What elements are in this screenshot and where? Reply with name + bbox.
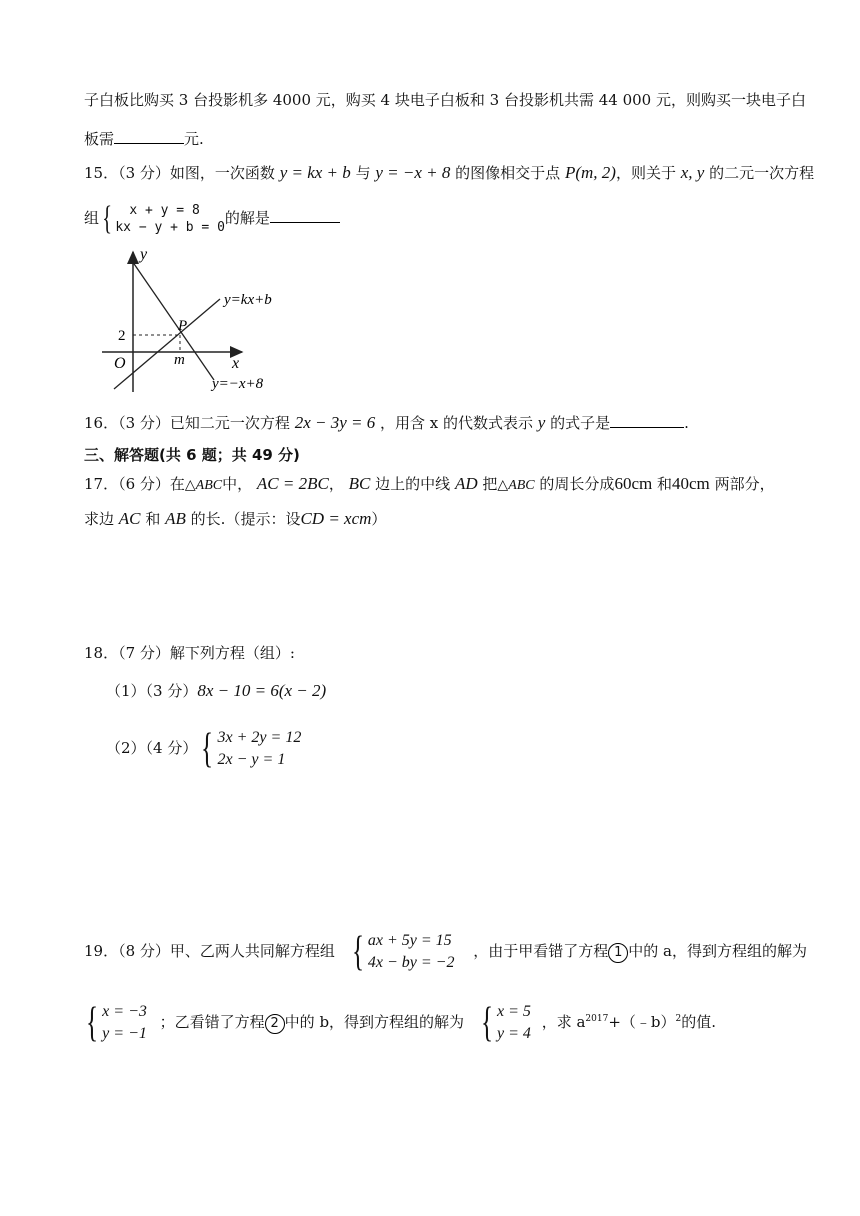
q15-xy: x, y xyxy=(680,163,705,182)
circled-two-icon: 2 xyxy=(265,1014,285,1034)
q16-y: y xyxy=(537,413,546,432)
line-neg-x-plus-8 xyxy=(130,258,214,380)
q19-eq2: 4x − by = −2 xyxy=(367,954,455,971)
q16-text-d: . xyxy=(684,414,689,432)
q19-sol2-y: y = 4 xyxy=(497,1025,531,1042)
q15-eq1: x + y = 8 xyxy=(129,203,200,218)
q17-text-j: 和 xyxy=(145,510,161,528)
q14-answer-blank[interactable] xyxy=(114,127,184,144)
q15-text1: 与 xyxy=(355,164,371,182)
q18-part1-label: （1）（3 分） xyxy=(106,682,198,700)
q17-ad: AD xyxy=(454,474,478,493)
q17-hint: CD = xcm xyxy=(300,509,372,528)
q16-text-a: 16．（3 分）已知二元一次方程 xyxy=(84,414,290,432)
q19-solution2: { x = 5 y = 4 xyxy=(480,1000,531,1046)
q15-eq2: kx − y + b = 0 xyxy=(115,220,225,235)
q17-triangle: △ABC xyxy=(184,478,223,493)
q19-text-f: ，求 a xyxy=(541,1013,586,1031)
q17-text-l: ） xyxy=(371,510,387,528)
q17-v40: 40cm xyxy=(672,474,710,493)
q15-formula2: y = −x + 8 xyxy=(375,163,451,182)
q17-triangle-2: △ABC xyxy=(497,478,535,493)
q17-line1 xyxy=(84,474,775,496)
section3-heading: 三、解答题(共 6 题；共 49 分) xyxy=(84,446,300,464)
label-line2: y=−x+8 xyxy=(212,376,264,392)
q19-text-h: 的值. xyxy=(681,1013,716,1031)
q17-text-d: 边上的中线 xyxy=(375,475,451,493)
q18-eq1: 3x + 2y = 12 xyxy=(217,729,302,746)
q15-text4: 的二元一次方程 xyxy=(709,164,815,182)
q16-equation: 2x − 3y = 6 xyxy=(294,413,376,432)
q15-text2: 的图像相交于点 xyxy=(455,164,561,182)
q17-text-a: 17．（6 分）在 xyxy=(84,475,185,493)
q14-text-a: 板需 xyxy=(84,130,115,148)
q15-text5: 组 xyxy=(84,209,100,227)
q19-sol1-x: x = −3 xyxy=(102,1003,147,1020)
circled-one-icon: 1 xyxy=(608,943,628,963)
q19-text-d: ；乙看错了方程 xyxy=(159,1013,265,1031)
q15-number: 15．（3 分）如图，一次函数 xyxy=(84,164,275,182)
q16-text-b: ，用含 x 的代数式表示 xyxy=(380,414,534,432)
label-y: y xyxy=(140,246,148,263)
q17-text-b: 中， xyxy=(222,475,253,493)
q14-line2 xyxy=(84,127,204,149)
q19-text-e: 中的 b，得到方程组的解为 xyxy=(284,1013,465,1031)
q17-text-h: 两部分， xyxy=(714,475,775,493)
q19-line1 xyxy=(84,926,807,976)
q19-text-c: 中的 a，得到方程组的解为 xyxy=(628,942,807,960)
q19-line2 xyxy=(82,994,716,1047)
q19-exponent: 2017 xyxy=(585,1014,609,1024)
q17-ac: AC xyxy=(118,509,141,528)
q17-ab: AB xyxy=(165,509,186,528)
q17-line2 xyxy=(84,509,386,529)
q17-text-i: 求边 xyxy=(84,510,115,528)
q15-formula1: y = kx + b xyxy=(279,163,351,182)
q16-answer-blank[interactable] xyxy=(610,411,684,428)
q17-text-g: 和 xyxy=(657,475,673,493)
q17-text-c: ， xyxy=(328,475,344,493)
q16-text-c: 的式子是 xyxy=(550,414,611,432)
label-two: 2 xyxy=(118,328,126,344)
q19-system: { ax + 5y = 15 4x − by = −2 xyxy=(351,929,455,975)
q15-line2 xyxy=(84,198,340,239)
q14-line1: 子白板比购买 3 台投影机多 4000 元，购买 4 块电子白板和 3 台投影机共需 44 000 元，则购买一块电子白 xyxy=(84,91,806,109)
label-m: m xyxy=(174,352,185,368)
q18-title: 18．（7 分）解下列方程（组）: xyxy=(84,644,295,662)
q15-text6: 的解是 xyxy=(224,209,270,227)
q18-part2 xyxy=(106,723,301,773)
q17-text-k: 的长.（提示：设 xyxy=(190,510,301,528)
q19-text-b: ，由于甲看错了方程 xyxy=(473,942,609,960)
q18-part1 xyxy=(106,681,326,701)
q17-text-f: 的周长分成 xyxy=(539,475,615,493)
q15-point: P(m, 2) xyxy=(564,163,616,182)
q18-part2-label: （2）（4 分） xyxy=(106,739,198,757)
label-line1: y=kx+b xyxy=(224,292,272,308)
q15-answer-blank[interactable] xyxy=(270,206,340,223)
q15-graph xyxy=(98,244,288,396)
q18-eq2: 2x − y = 1 xyxy=(217,751,286,768)
q15-system: { x + y = 8 kx − y + b = 0 xyxy=(102,200,225,237)
q19-text-g: +（﹣b） xyxy=(608,1013,676,1031)
q17-bc: BC xyxy=(348,474,371,493)
q16-line xyxy=(84,411,689,433)
q19-text-a: 19．（8 分）甲、乙两人共同解方程组 xyxy=(84,942,335,960)
q19-sol2-x: x = 5 xyxy=(497,1003,531,1020)
label-x: x xyxy=(232,355,240,372)
q18-part1-equation: 8x − 10 = 6(x − 2) xyxy=(197,681,327,700)
q19-eq1: ax + 5y = 15 xyxy=(367,932,452,949)
q15-line1 xyxy=(84,163,814,183)
q17-condition: AC = 2BC xyxy=(256,474,329,493)
label-origin: O xyxy=(114,355,126,372)
q17-text-e: 把 xyxy=(482,475,498,493)
q19-solution1: { x = −3 y = −1 xyxy=(86,1000,147,1046)
q19-sol1-y: y = −1 xyxy=(102,1025,147,1042)
label-p: P xyxy=(178,318,188,334)
q15-text3: ，则关于 xyxy=(615,164,676,182)
q19-exponent2: 2 xyxy=(675,1014,682,1024)
q14-text-b: 元. xyxy=(184,130,204,148)
q17-v60: 60cm xyxy=(614,474,653,493)
q18-system: { 3x + 2y = 12 2x − y = 1 xyxy=(201,726,302,772)
